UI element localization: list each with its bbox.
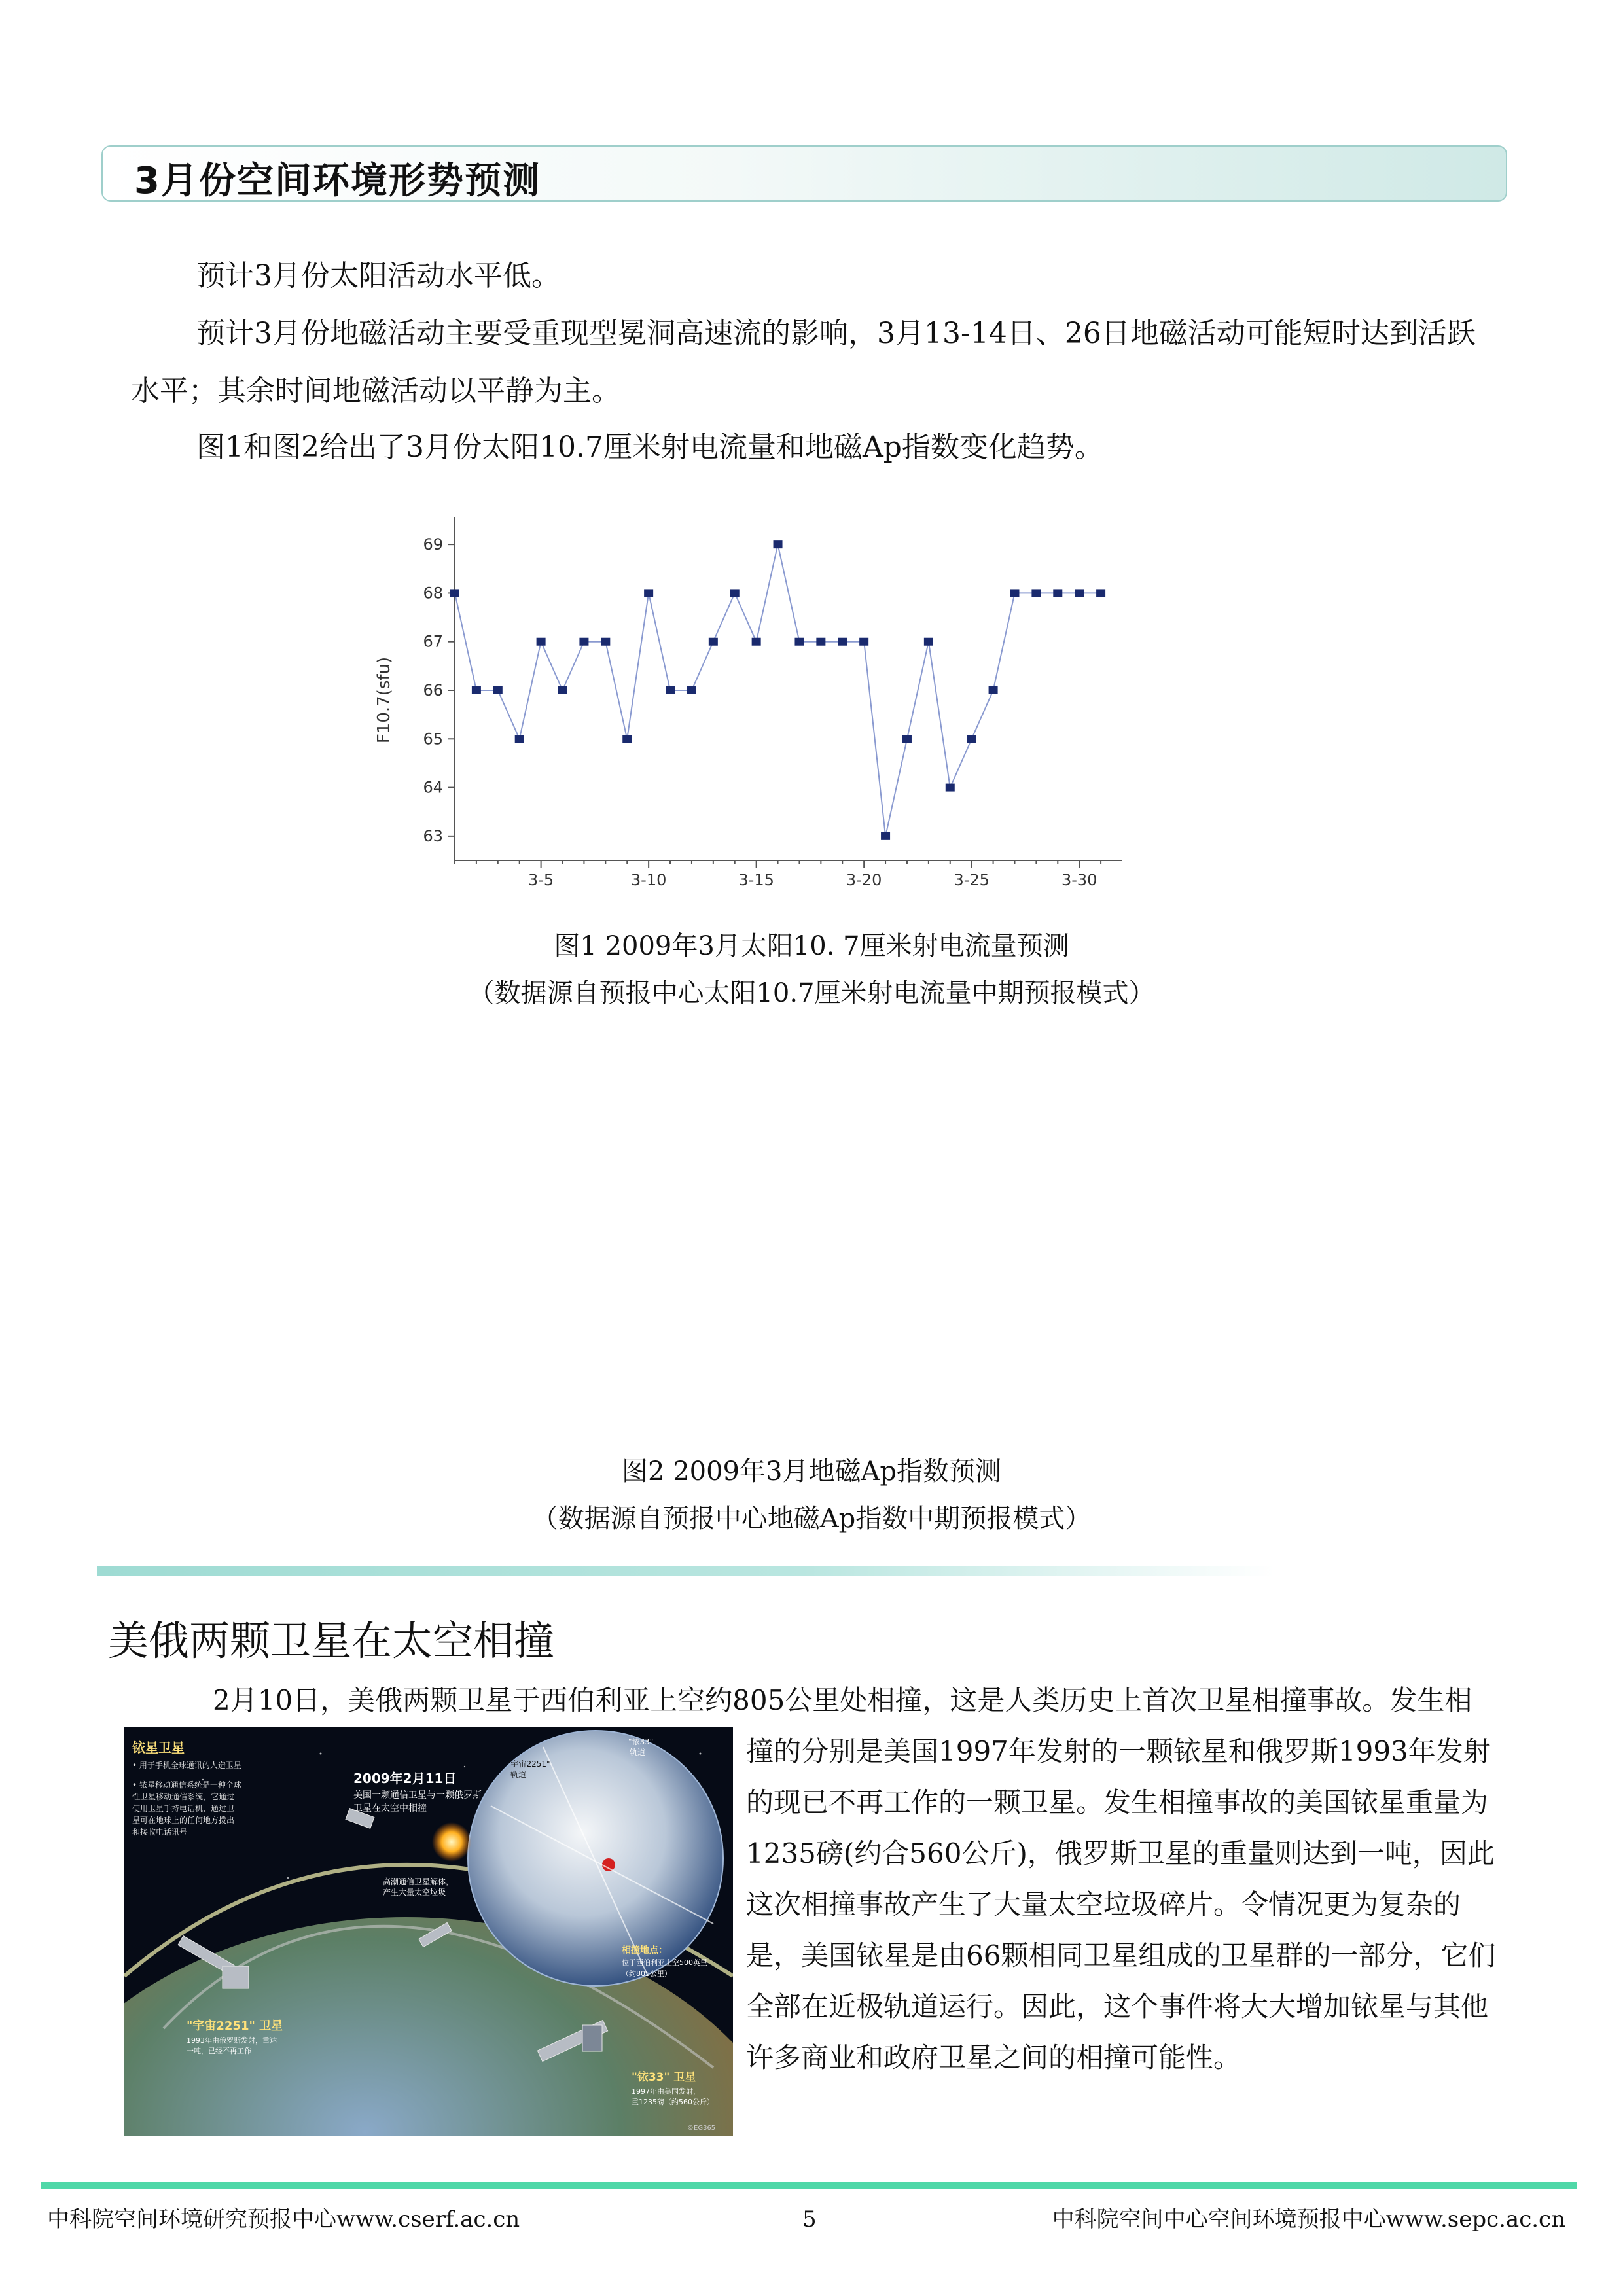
data-point xyxy=(1053,589,1062,597)
footer-rule xyxy=(41,2182,1577,2189)
paragraph-geomagnetic-forecast: 预计3月份地磁活动主要受重现型冕洞高速流的影响，3月13-14日、26日地磁活动可能短时达到活跃水平；其余时间地磁活动以平静为主。 xyxy=(131,317,1476,408)
iridium-desc-5: 星可在地球上的任何地方拨出 xyxy=(132,1816,235,1825)
data-point xyxy=(924,638,933,646)
data-point xyxy=(730,589,740,597)
collision-site-distance: （约805公里） xyxy=(622,1969,671,1978)
y-tick-label: 64 xyxy=(423,778,443,797)
data-point xyxy=(450,589,459,597)
footer-right-org: 中科院空间中心空间环境预报中心www.sepc.ac.cn xyxy=(1052,2206,1565,2233)
figure2-source: （数据源自预报中心地磁Ap指数中期预报模式） xyxy=(531,1504,1092,1534)
iridium-desc-4: 使用卫星手持电话机，通过卫 xyxy=(132,1804,235,1813)
data-point xyxy=(687,686,696,694)
iridium-label: 铱星卫星 xyxy=(132,1740,185,1756)
section-banner xyxy=(101,145,1507,202)
data-point xyxy=(493,686,503,694)
x-tick-label: 3-15 xyxy=(738,871,774,889)
iridium-desc-2: • 铱星移动通信系统是一种全球 xyxy=(132,1780,241,1790)
data-point xyxy=(709,638,718,646)
headline-line-2: 卫星在太空中相撞 xyxy=(353,1803,427,1814)
article-title: 美俄两颗卫星在太空相撞 xyxy=(108,1617,555,1665)
y-tick-label: 68 xyxy=(423,584,443,603)
data-point xyxy=(902,735,912,743)
iridium-desc-1: • 用于手机全球通讯的人造卫星 xyxy=(132,1761,241,1770)
y-tick-label: 65 xyxy=(423,730,443,749)
iridium-desc-6: 和接收电话讯号 xyxy=(132,1828,188,1837)
y-tick-label: 66 xyxy=(423,681,443,699)
image-credit: ©EG365 xyxy=(687,2125,716,2132)
x-tick-label: 3-20 xyxy=(846,871,882,889)
figure1-caption: 图1 2009年3月太阳10. 7厘米射电流量预测 xyxy=(554,931,1069,961)
data-point xyxy=(794,638,804,646)
iridium-orbit-label: "铱33" xyxy=(628,1737,654,1746)
iridium-desc-3: 性卫星移动通信系统，它通过 xyxy=(132,1792,235,1801)
iridium33-label: "铱33" 卫星 xyxy=(632,2071,696,2084)
cosmos-orbit-label: "宇宙2251" xyxy=(507,1759,550,1769)
section-title: 3月份空间环境形势预测 xyxy=(134,160,541,202)
data-point xyxy=(946,784,955,792)
cosmos-orbit-label-2: 轨道 xyxy=(510,1770,527,1779)
data-point xyxy=(472,686,481,694)
data-point xyxy=(537,638,546,646)
iridium33-desc-2: 重1235磅（约560公斤） xyxy=(632,2098,714,2106)
data-point xyxy=(515,735,524,743)
data-point xyxy=(622,735,632,743)
paragraph-solar-forecast: 预计3月份太阳活动水平低。 xyxy=(196,259,560,292)
collision-date: 2009年2月11日 xyxy=(353,1771,457,1786)
satellite-collision-illustration xyxy=(124,1727,733,2136)
figure2-caption: 图2 2009年3月地磁Ap指数预测 xyxy=(622,1457,1001,1487)
data-point xyxy=(1096,589,1105,597)
data-point xyxy=(816,638,825,646)
article-body: 撞的分别是美国1997年发射的一颗铱星和俄罗斯1993年发射的现已不再工作的一颗卫星。发生相撞事故的美国铱星重量为1235磅(约合560公斤)，俄罗斯卫星的重量则达到一吨，因此这次相撞事故产生了大量太空垃圾碎片。令情况更为复杂的是，美国铱星是由66颗相同卫星组成的卫星群的一部分，它们全部在近极轨道运行。因此，这个事件将大大增加铱星与其他许多商业和政府卫星之间的相撞可能性。 xyxy=(746,1735,1496,2074)
paragraph-figure-intro: 图1和图2给出了3月份太阳10.7厘米射电流量和地磁Ap指数变化趋势。 xyxy=(196,431,1103,464)
article-first-line: 2月10日，美俄两颗卫星于西伯利亚上空约805公里处相撞，这是人类历史上首次卫星相撞事故。发生相 xyxy=(213,1684,1472,1716)
x-tick-label: 3-30 xyxy=(1061,871,1097,889)
data-point xyxy=(1031,589,1041,597)
x-tick-label: 3-10 xyxy=(630,871,667,889)
collision-site-desc: 位于西伯利亚上空500英里 xyxy=(622,1958,707,1967)
data-point xyxy=(558,686,567,694)
debris-text-1: 高潮通信卫星解体， xyxy=(383,1877,454,1886)
footer-left-org: 中科院空间环境研究预报中心www.cserf.ac.cn xyxy=(47,2206,520,2233)
section-divider xyxy=(97,1566,1275,1576)
f107-chart-svg xyxy=(363,504,1135,910)
y-axis-label: F10.7(sfu) xyxy=(374,656,394,744)
data-point xyxy=(989,686,998,694)
y-tick-label: 63 xyxy=(423,826,443,845)
data-point xyxy=(1010,589,1019,597)
figure1-source: （数据源自预报中心太阳10.7厘米射电流量中期预报模式） xyxy=(468,978,1155,1008)
iridium-orbit-label-2: 轨道 xyxy=(630,1748,646,1757)
data-point xyxy=(967,735,976,743)
page-number: 5 xyxy=(802,2206,817,2233)
y-tick-label: 67 xyxy=(423,632,443,651)
data-point xyxy=(838,638,847,646)
data-point xyxy=(752,638,761,646)
f107-chart xyxy=(363,504,1135,910)
iridium33-desc-1: 1997年由美国发射， xyxy=(632,2087,700,2096)
data-point xyxy=(881,832,890,840)
data-point xyxy=(1075,589,1084,597)
data-point xyxy=(774,540,783,548)
x-tick-label: 3-25 xyxy=(954,871,990,889)
cosmos-satellite-label: "宇宙2251" 卫星 xyxy=(187,2019,283,2033)
y-tick-label: 69 xyxy=(423,535,443,554)
headline-line-1: 美国一颗通信卫星与一颗俄罗斯 xyxy=(353,1790,482,1801)
data-point xyxy=(601,638,610,646)
cosmos-satellite-desc-1: 1993年由俄罗斯发射，重达 xyxy=(187,2036,277,2045)
data-point xyxy=(644,589,653,597)
debris-text-2: 产生大量太空垃圾 xyxy=(383,1888,446,1897)
x-tick-label: 3-5 xyxy=(528,871,554,889)
f107-series-line xyxy=(455,544,1101,836)
collision-site-label: 相撞地点： xyxy=(622,1945,668,1956)
data-point xyxy=(579,638,588,646)
data-point xyxy=(666,686,675,694)
cosmos-satellite-desc-2: 一吨，已经不再工作 xyxy=(187,2047,251,2055)
data-point xyxy=(859,638,868,646)
